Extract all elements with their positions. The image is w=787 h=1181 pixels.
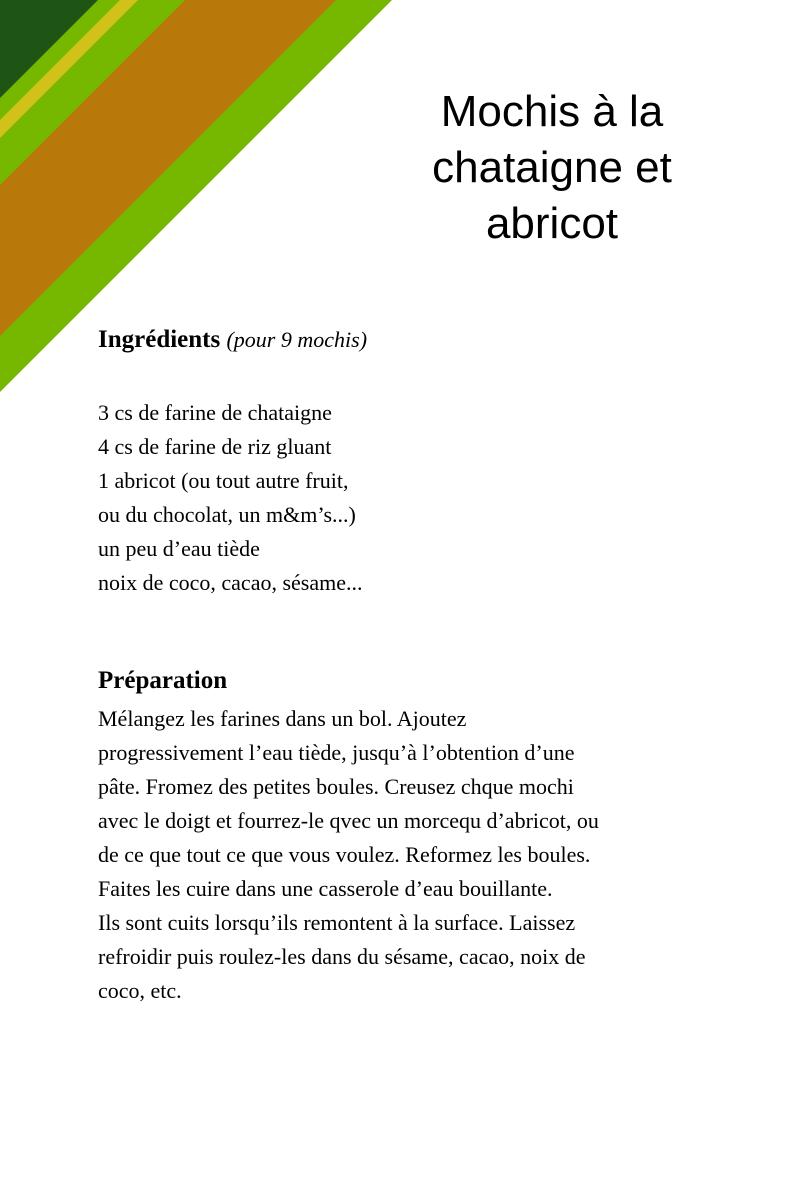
preparation-line: progressivement l’eau tiède, jusqu’à l’obtention d’une bbox=[98, 740, 575, 765]
ingredient-line: 3 cs de farine de chataigne bbox=[98, 400, 332, 425]
preparation-heading: Préparation bbox=[98, 667, 228, 694]
preparation-line: coco, etc. bbox=[98, 978, 182, 1003]
preparation-line: avec le doigt et fourrez-le qvec un morcequ d’abricot, ou bbox=[98, 808, 599, 833]
ingredient-line: ou du chocolat, un m&m’s...) bbox=[98, 502, 356, 527]
preparation-line: Faites les cuire dans une casserole d’eau bouillante. bbox=[98, 876, 553, 901]
preparation-text bbox=[98, 702, 599, 1008]
ingredients-heading bbox=[98, 323, 367, 357]
preparation-line: Mélangez les farines dans un bol. Ajoutez bbox=[98, 706, 467, 731]
preparation-line: Ils sont cuits lorsqu’ils remontent à la surface. Laissez bbox=[98, 910, 576, 935]
preparation-line: pâte. Fromez des petites boules. Creusez chque mochi bbox=[98, 774, 574, 799]
ingredient-line: un peu d’eau tiède bbox=[98, 536, 260, 561]
ingredients-list bbox=[98, 396, 363, 600]
preparation-line: de ce que tout ce que vous voulez. Reformez les boules. bbox=[98, 842, 591, 867]
preparation-line: refroidir puis roulez-les dans du sésame, cacao, noix de bbox=[98, 944, 586, 969]
recipe-title: Mochis à la chataigne et abricot bbox=[432, 87, 672, 248]
ingredient-line: noix de coco, cacao, sésame... bbox=[98, 570, 363, 595]
ingredient-line: 1 abricot (ou tout autre fruit, bbox=[98, 468, 349, 493]
ingredients-heading-label: Ingrédients bbox=[98, 326, 221, 353]
ingredients-yield-note: (pour 9 mochis) bbox=[226, 327, 368, 352]
ingredient-line: 4 cs de farine de riz gluant bbox=[98, 434, 332, 459]
